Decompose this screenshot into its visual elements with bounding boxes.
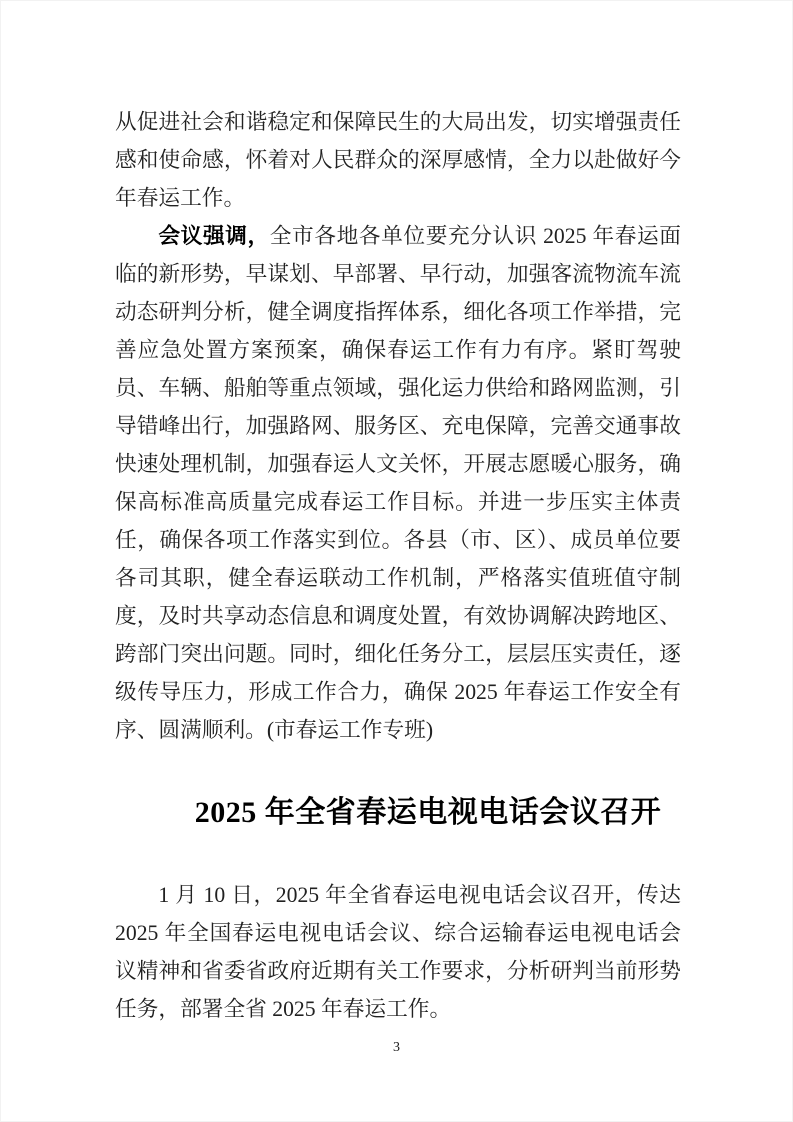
paragraph-meeting-emphasis bbox=[115, 217, 681, 749]
paragraph-meeting-report: 1 月 10 日，2025 年全省春运电视电话会议召开，传达 2025 年全国春运电视电话会议、综合运输春运电视电话会议精神和省委省政府近期有关工作要求，分析研判当前形势任务，部署全省 2025 年春运工作。 bbox=[115, 883, 681, 1021]
page-number: 3 bbox=[393, 1040, 400, 1055]
meeting-emphasis-body: 全市各地各单位要充分认识 2025 年春运面临的新形势，早谋划、早部署、早行动，加强客流物流车流动态研判分析，健全调度指挥体系，细化各项工作举措，完善应急处置方案预案，确保春运工作有力有序。紧盯驾驶员、车辆、船舶等重点领域，强化运力供给和路网监测，引导错峰出行，加强路网、服务区、充电保障，完善交通事故快速处理机制，加强春运人文关怀，开展志愿暖心服务，确保高标准高质量完成春运工作目标。并进一步压实主体责任，确保各项工作落实到位。各县（市、区）、成员单位要各司其职，健全春运联动工作机制，严格落实值班值守制度，及时共享动态信息和调度处置，有效协调解决跨地区、跨部门突出问题。同时，细化任务分工，层层压实责任，逐级传导压力，形成工作合力，确保 2025 年春运工作安全有序、圆满顺利。(市春运工作专班) bbox=[115, 224, 681, 742]
paragraph-continuation: 从促进社会和谐稳定和保障民生的大局出发，切实增强责任感和使命感，怀着对人民群众的深厚感情，全力以赴做好今年春运工作。 bbox=[115, 110, 681, 210]
meeting-emphasis-lead: 会议强调， bbox=[158, 224, 270, 248]
article-title: 2025 年全省春运电视电话会议召开 bbox=[194, 796, 662, 829]
page-content bbox=[115, 103, 681, 1028]
